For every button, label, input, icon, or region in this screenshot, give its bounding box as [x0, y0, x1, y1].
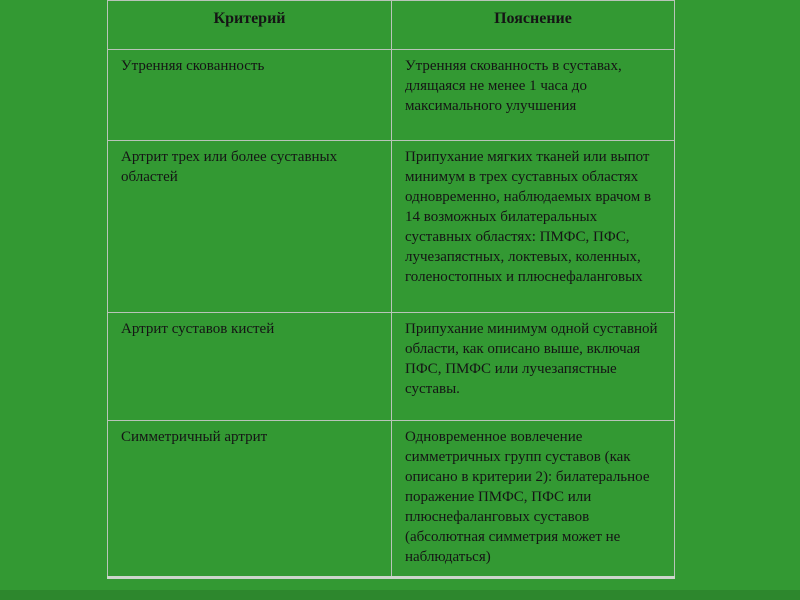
explanation-cell: Припухание мягких тканей или выпот минимум в трех суставных областях одновременно, наблюдаемых врачом в 14 возможных билатеральных суставных областях: ПМФС, ПФС, лучезапястных, локтевых, коленных, голеностопных и плюснефаланговых — [392, 141, 675, 313]
table-row — [108, 50, 675, 141]
criterion-cell: Артрит суставов кистей — [108, 313, 392, 421]
header-cell-explanation: Пояснение — [392, 1, 675, 50]
table-row — [108, 313, 675, 421]
criterion-cell: Артрит трех или более суставных областей — [108, 141, 392, 313]
explanation-cell: Одновременное вовлечение симметричных групп суставов (как описано в критерии 2): билатеральное поражение ПМФС, ПФС или плюснефаланговых суставов (абсолютная симметрия может не наблюдаться) — [392, 421, 675, 578]
table-row — [108, 141, 675, 313]
table-row — [108, 421, 675, 578]
criteria-table-header — [108, 1, 675, 50]
header-row — [108, 1, 675, 50]
explanation-cell: Припухание минимум одной суставной области, как описано выше, включая ПФС, ПМФС или лучезапястные суставы. — [392, 313, 675, 421]
criteria-table-body — [108, 50, 675, 578]
criteria-table — [107, 0, 675, 579]
criterion-cell: Утренняя скованность — [108, 50, 392, 141]
slide-bottom-edge-strip — [0, 590, 800, 600]
header-cell-criterion: Критерий — [108, 1, 392, 50]
criterion-cell: Симметричный артрит — [108, 421, 392, 578]
explanation-cell: Утренняя скованность в суставах, длящаяся не менее 1 часа до максимального улучшения — [392, 50, 675, 141]
